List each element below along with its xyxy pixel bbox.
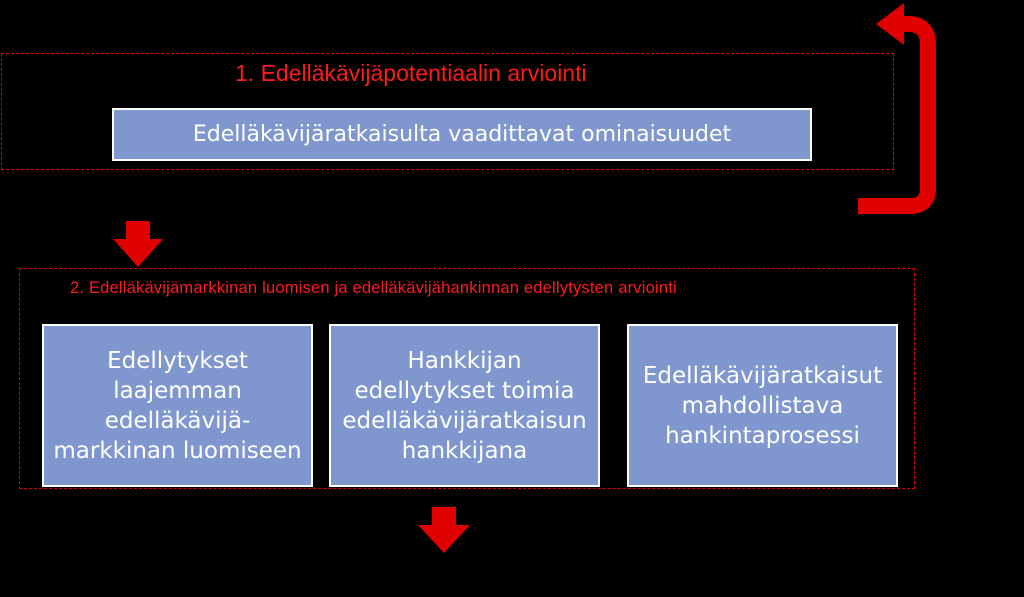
stage2-box-procurer: Hankkijan edellytykset toimia edelläkävijäratkaisun hankkijana — [329, 324, 600, 487]
stage1-requirements-box: Edelläkävijäratkaisulta vaadittavat ominaisuudet — [112, 108, 812, 161]
stage1-title: 1. Edelläkävijäpotentiaalin arviointi — [235, 60, 587, 86]
bottom-down-arrow-icon — [418, 507, 470, 553]
stage2-box-process: Edelläkävijäratkaisut mahdollistava hankintaprosessi — [627, 324, 898, 487]
loop-arrow-icon — [850, 0, 950, 225]
stage2-box-market: Edellytykset laajemman edelläkävijä-markkinan luomiseen — [42, 324, 313, 487]
down-arrow-icon — [113, 221, 163, 267]
stage2-title: 2. Edelläkävijämarkkinan luomisen ja edelläkävijähankinnan edellytysten arviointi — [70, 279, 677, 297]
